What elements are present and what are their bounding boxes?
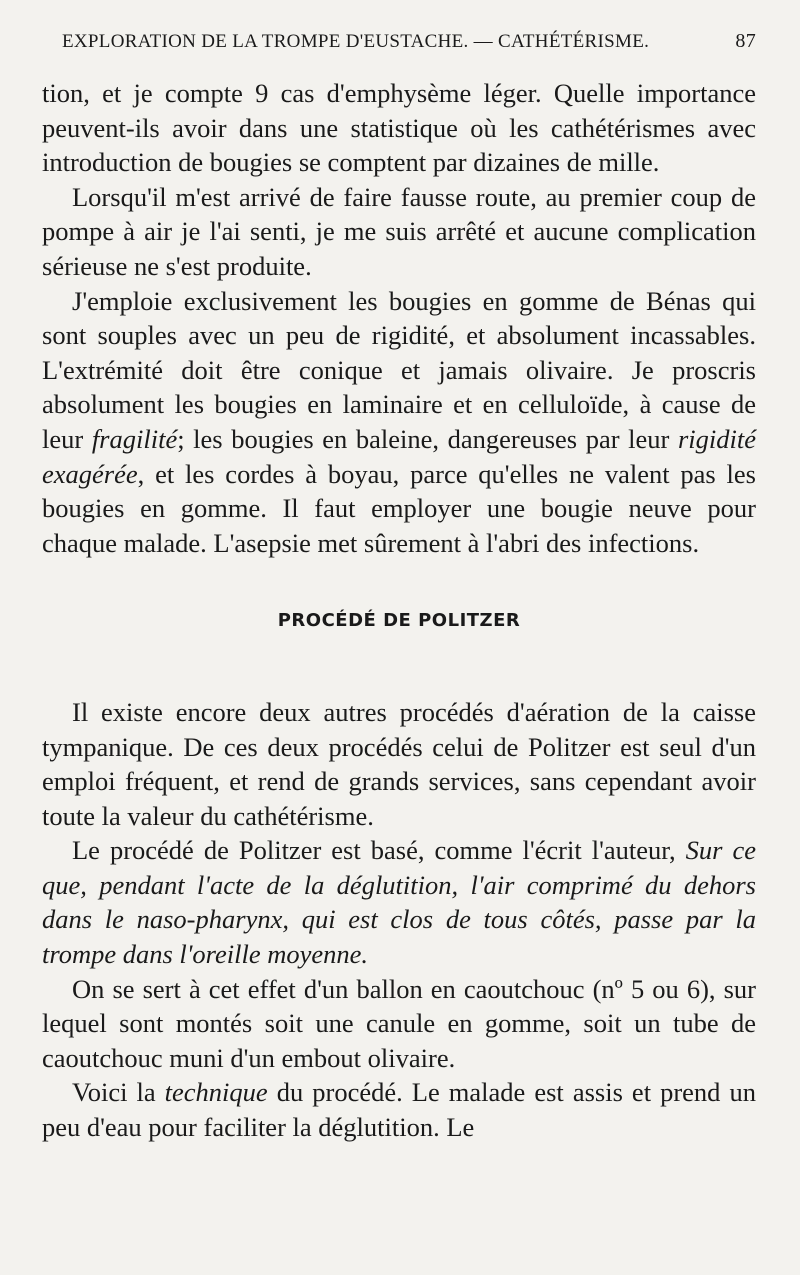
body-text bbox=[42, 76, 756, 1145]
paragraph-technique-part1: Voici la bbox=[72, 1077, 165, 1108]
paragraph-ballon: On se sert à cet effet d'un ballon en caoutchouc (nº 5 ou 6), sur lequel sont montés soit une canule en gomme, soit un tube de caoutchouc muni d'un embout olivaire. bbox=[42, 973, 756, 1073]
paragraph-fausse-route: Lorsqu'il m'est arrivé de faire fausse route, au premier coup de pompe à air je l'ai senti, je me suis arrêté et aucune complication sérieuse ne s'est produite. bbox=[42, 181, 756, 281]
quotation-italic: Sur ce que, pendant l'acte de la déglutition, l'air comprimé du dehors dans le naso-pharynx, qui est clos de tous côtés, passe par la trompe dans l'oreille moyenne. bbox=[42, 835, 756, 970]
paragraph-continuation: tion, et je compte 9 cas d'emphysème léger. Quelle importance peuvent-ils avoir dans une statistique où les cathétérismes avec introduction de bougies se comptent par dizaines de mille. bbox=[42, 78, 756, 178]
running-head bbox=[42, 30, 756, 76]
paragraph-bougies-part3: , et les cordes à boyau, parce qu'elles ne valent pas les bougies en gomme. Il faut employer une bougie neuve pour chaque malade. L'asepsie met sûrement à l'abri des infections. bbox=[42, 458, 756, 558]
paragraph-politzer-principle bbox=[42, 833, 756, 971]
paragraph-aeration: Il existe encore deux autres procédés d'aération de la caisse tympanique. De ces deux procédés celui de Politzer est seul d'un emploi fréquent, et rend de grands services, sans cependant avoir toute la valeur du cathétérisme. bbox=[42, 696, 756, 831]
running-title: EXPLORATION DE LA TROMPE D'EUSTACHE. — CATHÉTÉRISME. bbox=[62, 31, 650, 52]
section-heading: PROCÉDÉ DE POLITZER bbox=[277, 610, 521, 632]
page-number: 87 bbox=[735, 30, 756, 52]
paragraph-bougies-part1: J'emploie exclusivement les bougies en gomme de Bénas qui sont souples avec un peu de rigidité, et absolument incassables. L'extrémité doit être conique et jamais olivaire. Je proscris absolument les bougies en laminaire et en celluloïde, à cause de leur bbox=[42, 285, 756, 454]
paragraph-bougies bbox=[42, 284, 756, 561]
emphasis-fragilite: fragilité bbox=[91, 423, 178, 454]
paragraph-technique-part2: du procédé. Le malade est assis et prend un peu d'eau pour faciliter la déglutition. Le bbox=[42, 1077, 756, 1143]
paragraph-technique bbox=[42, 1075, 756, 1144]
paragraph-politzer-intro: Le procédé de Politzer est basé, comme l'écrit l'auteur, bbox=[72, 835, 686, 866]
paragraph-bougies-part2: ; les bougies en baleine, dangereuses par leur bbox=[177, 423, 678, 454]
emphasis-rigidite: rigidité exagérée bbox=[42, 423, 757, 489]
emphasis-technique: technique bbox=[164, 1077, 268, 1108]
